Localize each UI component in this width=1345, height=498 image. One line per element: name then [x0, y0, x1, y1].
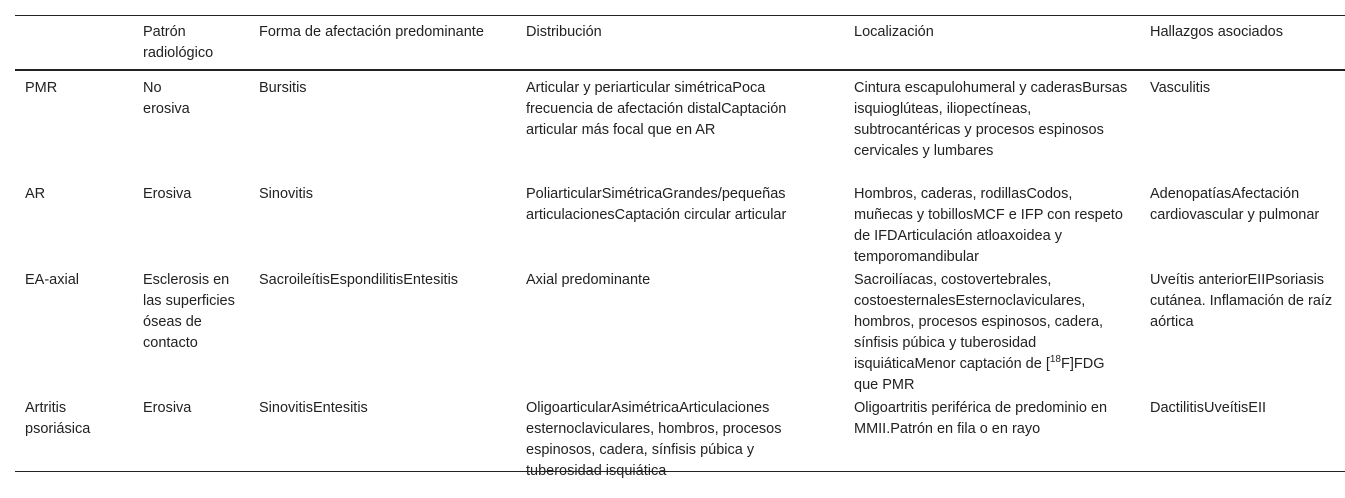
cell-condition: EA-axial: [25, 272, 79, 288]
location-text-pre: Sacroilíacas, costovertebrales, costoesternalesEsternoclaviculares, hombros, procesos espinosos, cadera, sínfisis púbica y tuberosidad isquiáticaMenor captación de [: [854, 272, 1104, 372]
cell-findings: Uveítis anteriorEIIPsoriasis cutánea. Inflamación de raíz aórtica: [1150, 272, 1333, 330]
cell-condition: PMR: [25, 80, 58, 96]
cell-findings: DactilitisUveítisEII: [1150, 400, 1267, 416]
cell-pattern: Esclerosis en las superficies óseas de contacto: [143, 272, 235, 351]
table-header-row: [15, 16, 1345, 71]
cell-location: Cintura escapulohumeral y caderasBursas isquioglúteas, iliopectíneas, subtrocantéricas y procesos espinosos cervicales y lumbares: [854, 80, 1128, 159]
isotope-superscript: 18: [1049, 354, 1061, 366]
cell-distribution: PoliarticularSimétricaGrandes/pequeñas articulacionesCaptación circular articular: [526, 186, 787, 223]
cell-distribution: Axial predominante: [526, 272, 651, 288]
cell-pattern: No erosiva: [143, 80, 190, 117]
header-location: Localización: [854, 24, 934, 40]
header-empty: [15, 16, 133, 69]
cell-form: Sinovitis: [259, 186, 313, 202]
table-row: [15, 391, 1345, 479]
cell-form: SinovitisEntesitis: [259, 400, 368, 416]
cell-findings: AdenopatíasAfectación cardiovascular y pulmonar: [1150, 186, 1320, 223]
header-pattern: Patrón radiológico: [143, 24, 214, 61]
cell-location: Hombros, caderas, rodillasCodos, muñecas y tobillosMCF e IFP con respeto de IFDArticulación atloaxoidea y temporomandibular: [854, 186, 1123, 265]
cell-pattern: Erosiva: [143, 400, 192, 416]
cell-findings: Vasculitis: [1150, 80, 1211, 96]
cell-location: [844, 263, 1140, 391]
table-row: [15, 177, 1345, 263]
header-distribution: Distribución: [526, 24, 602, 40]
cell-form: SacroileítisEspondilitisEntesitis: [259, 272, 459, 288]
cell-form: Bursitis: [259, 80, 307, 96]
cell-distribution: Articular y periarticular simétricaPoca frecuencia de afectación distalCaptación articular más focal que en AR: [526, 80, 787, 138]
cell-location: Oligoartritis periférica de predominio en MMII.Patrón en fila o en rayo: [854, 400, 1108, 437]
cell-condition: AR: [25, 186, 46, 202]
table-row: [15, 71, 1345, 177]
cell-distribution: OligoarticularAsimétricaArticulaciones esternoclaviculares, hombros, procesos espinosos, cadera, sínfisis púbica y tuberosidad isquiática: [526, 400, 782, 479]
header-form: Forma de afectación predominante: [259, 24, 484, 40]
cell-condition: Artritis psoriásica: [25, 400, 91, 437]
cell-pattern: Erosiva: [143, 186, 192, 202]
comparison-table: [15, 15, 1345, 479]
location-text-post: F]FDG que PMR: [854, 356, 1105, 393]
header-findings: Hallazgos asociados: [1150, 24, 1283, 40]
table-row: [15, 263, 1345, 391]
